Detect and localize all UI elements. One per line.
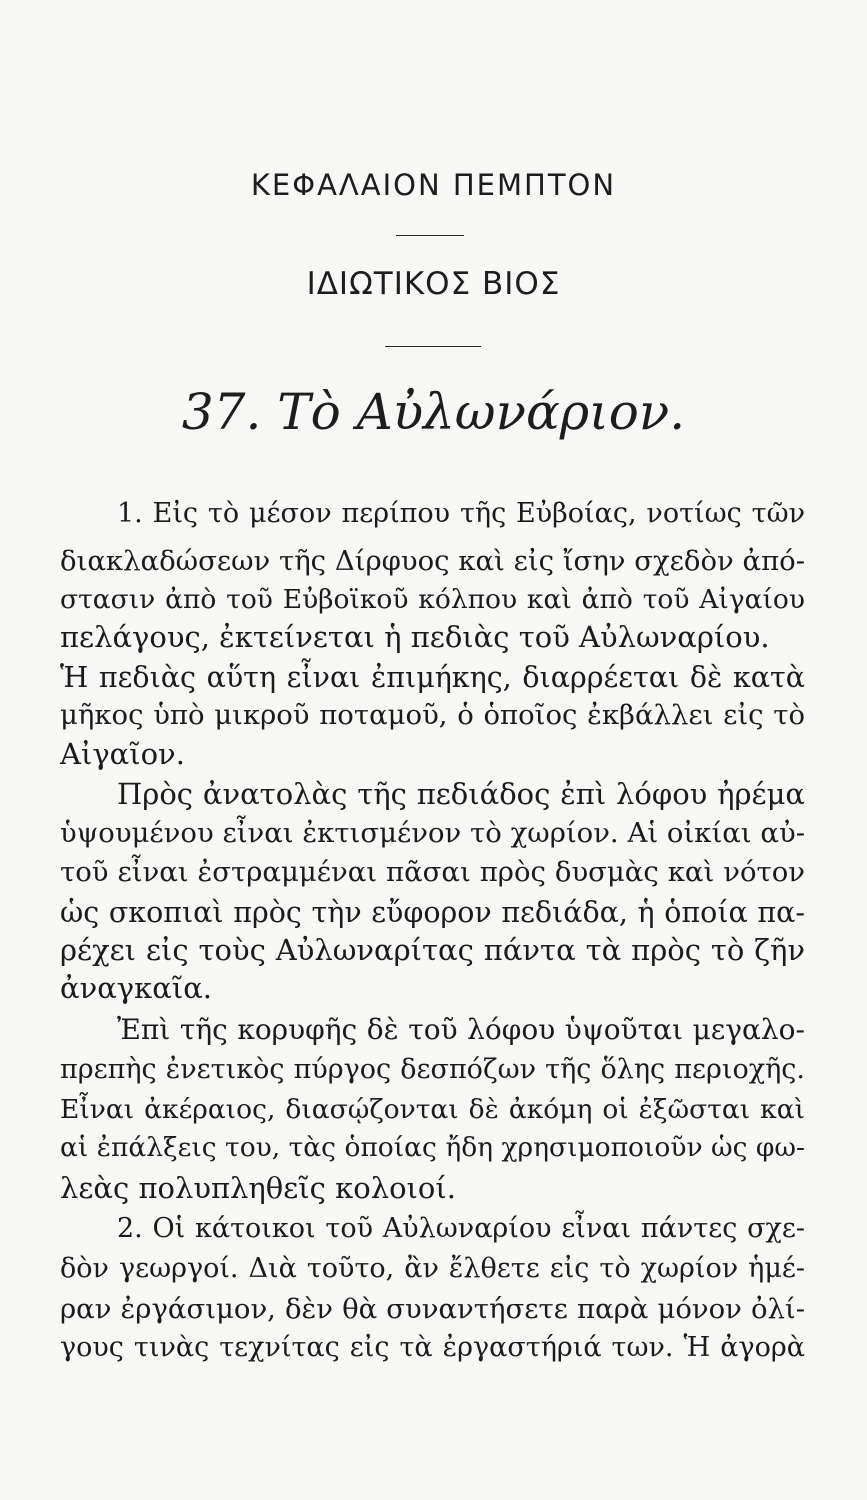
divider-rule bbox=[396, 235, 464, 236]
divider-rule bbox=[385, 346, 481, 347]
text-line: Πρὸς ἀνατολὰς τῆς πεδιάδος ἐπὶ λόφου ἠρέμα bbox=[117, 777, 805, 811]
text-line: διακλαδώσεων τῆς Δίρφυος καὶ εἰς ἴσην σχεδὸν ἀπό- bbox=[60, 545, 805, 577]
section-heading: ΙΔΙΩΤΙΚΟΣ ΒΙΟΣ bbox=[306, 266, 561, 302]
article-title: 37. Τὸ Αὐλωνάριον. bbox=[181, 383, 686, 441]
text-line: αἱ ἐπάλξεις του, τὰς ὁποίας ἤδη χρησιμοποιοῦν ὡς φω- bbox=[60, 1132, 805, 1163]
text-line: δὸν γεωργοί. Διὰ τοῦτο, ἂν ἔλθετε εἰς τὸ χωρίον ἡμέ- bbox=[60, 1253, 805, 1284]
text-line: ὡς σκοπιαὶ πρὸς τὴν εὔφορον πεδιάδα, ἡ ὁποία πα- bbox=[60, 896, 805, 929]
text-line: στασιν ἀπὸ τοῦ Εὐβοϊκοῦ κόλπου καὶ ἀπὸ τοῦ Αἰγαίου bbox=[60, 584, 805, 615]
text-line: Αἰγαῖον. bbox=[60, 737, 185, 771]
text-line: 2. Οἱ κάτοικοι τοῦ Αὐλωναρίου εἶναι πάντες σχε- bbox=[117, 1213, 805, 1244]
text-line: τοῦ εἶναι ἐστραμμέναι πᾶσαι πρὸς δυσμὰς καὶ νότον bbox=[60, 856, 805, 888]
text-line: Εἶναι ἀκέραιος, διασῴζονται δὲ ἀκόμη οἱ ἐξῶσται καὶ bbox=[60, 1094, 805, 1125]
text-line: λεὰς πολυπληθεῖς κολοιοί. bbox=[60, 1171, 456, 1205]
text-line: πρεπὴς ἐνετικὸς πύργος δεσπόζων τῆς ὅλης περιοχῆς. bbox=[60, 1054, 805, 1085]
text-line: πελάγους, ἐκτείνεται ἡ πεδιὰς τοῦ Αὐλωναρίου. bbox=[60, 620, 770, 654]
text-line: μῆκος ὑπὸ μικροῦ ποταμοῦ, ὁ ὁποῖος ἐκβάλλει εἰς τὸ bbox=[60, 699, 805, 731]
text-line: Ἡ πεδιὰς αὕτη εἶναι ἐπιμήκης, διαρρέεται δὲ κατὰ bbox=[60, 661, 805, 694]
chapter-heading: ΚΕΦΑΛΑΙΟΝ ΠΕΜΠΤΟΝ bbox=[250, 168, 617, 202]
text-line: γους τινὰς τεχνίτας εἰς τὰ ἐργαστήριά των. Ἡ ἀγορὰ bbox=[60, 1332, 805, 1363]
text-line: ὑψουμένου εἶναι ἐκτισμένον τὸ χωρίον. Αἱ οἰκίαι αὐ- bbox=[60, 817, 805, 849]
text-line: Ἐπὶ τῆς κορυφῆς δὲ τοῦ λόφου ὑψοῦται μεγαλο- bbox=[117, 1013, 805, 1046]
text-line: ραν ἐργάσιμον, δὲν θὰ συναντήσετε παρὰ μόνον ὀλί- bbox=[60, 1293, 805, 1325]
text-line: 1. Εἰς τὸ μέσον περίπου τῆς Εὐβοίας, νοτίως τῶν bbox=[117, 498, 805, 529]
text-line: ρέχει εἰς τοὺς Αὐλωναρίτας πάντα τὰ πρὸς τὸ ζῆν bbox=[60, 933, 805, 967]
text-line: ἀναγκαῖα. bbox=[60, 971, 213, 1005]
